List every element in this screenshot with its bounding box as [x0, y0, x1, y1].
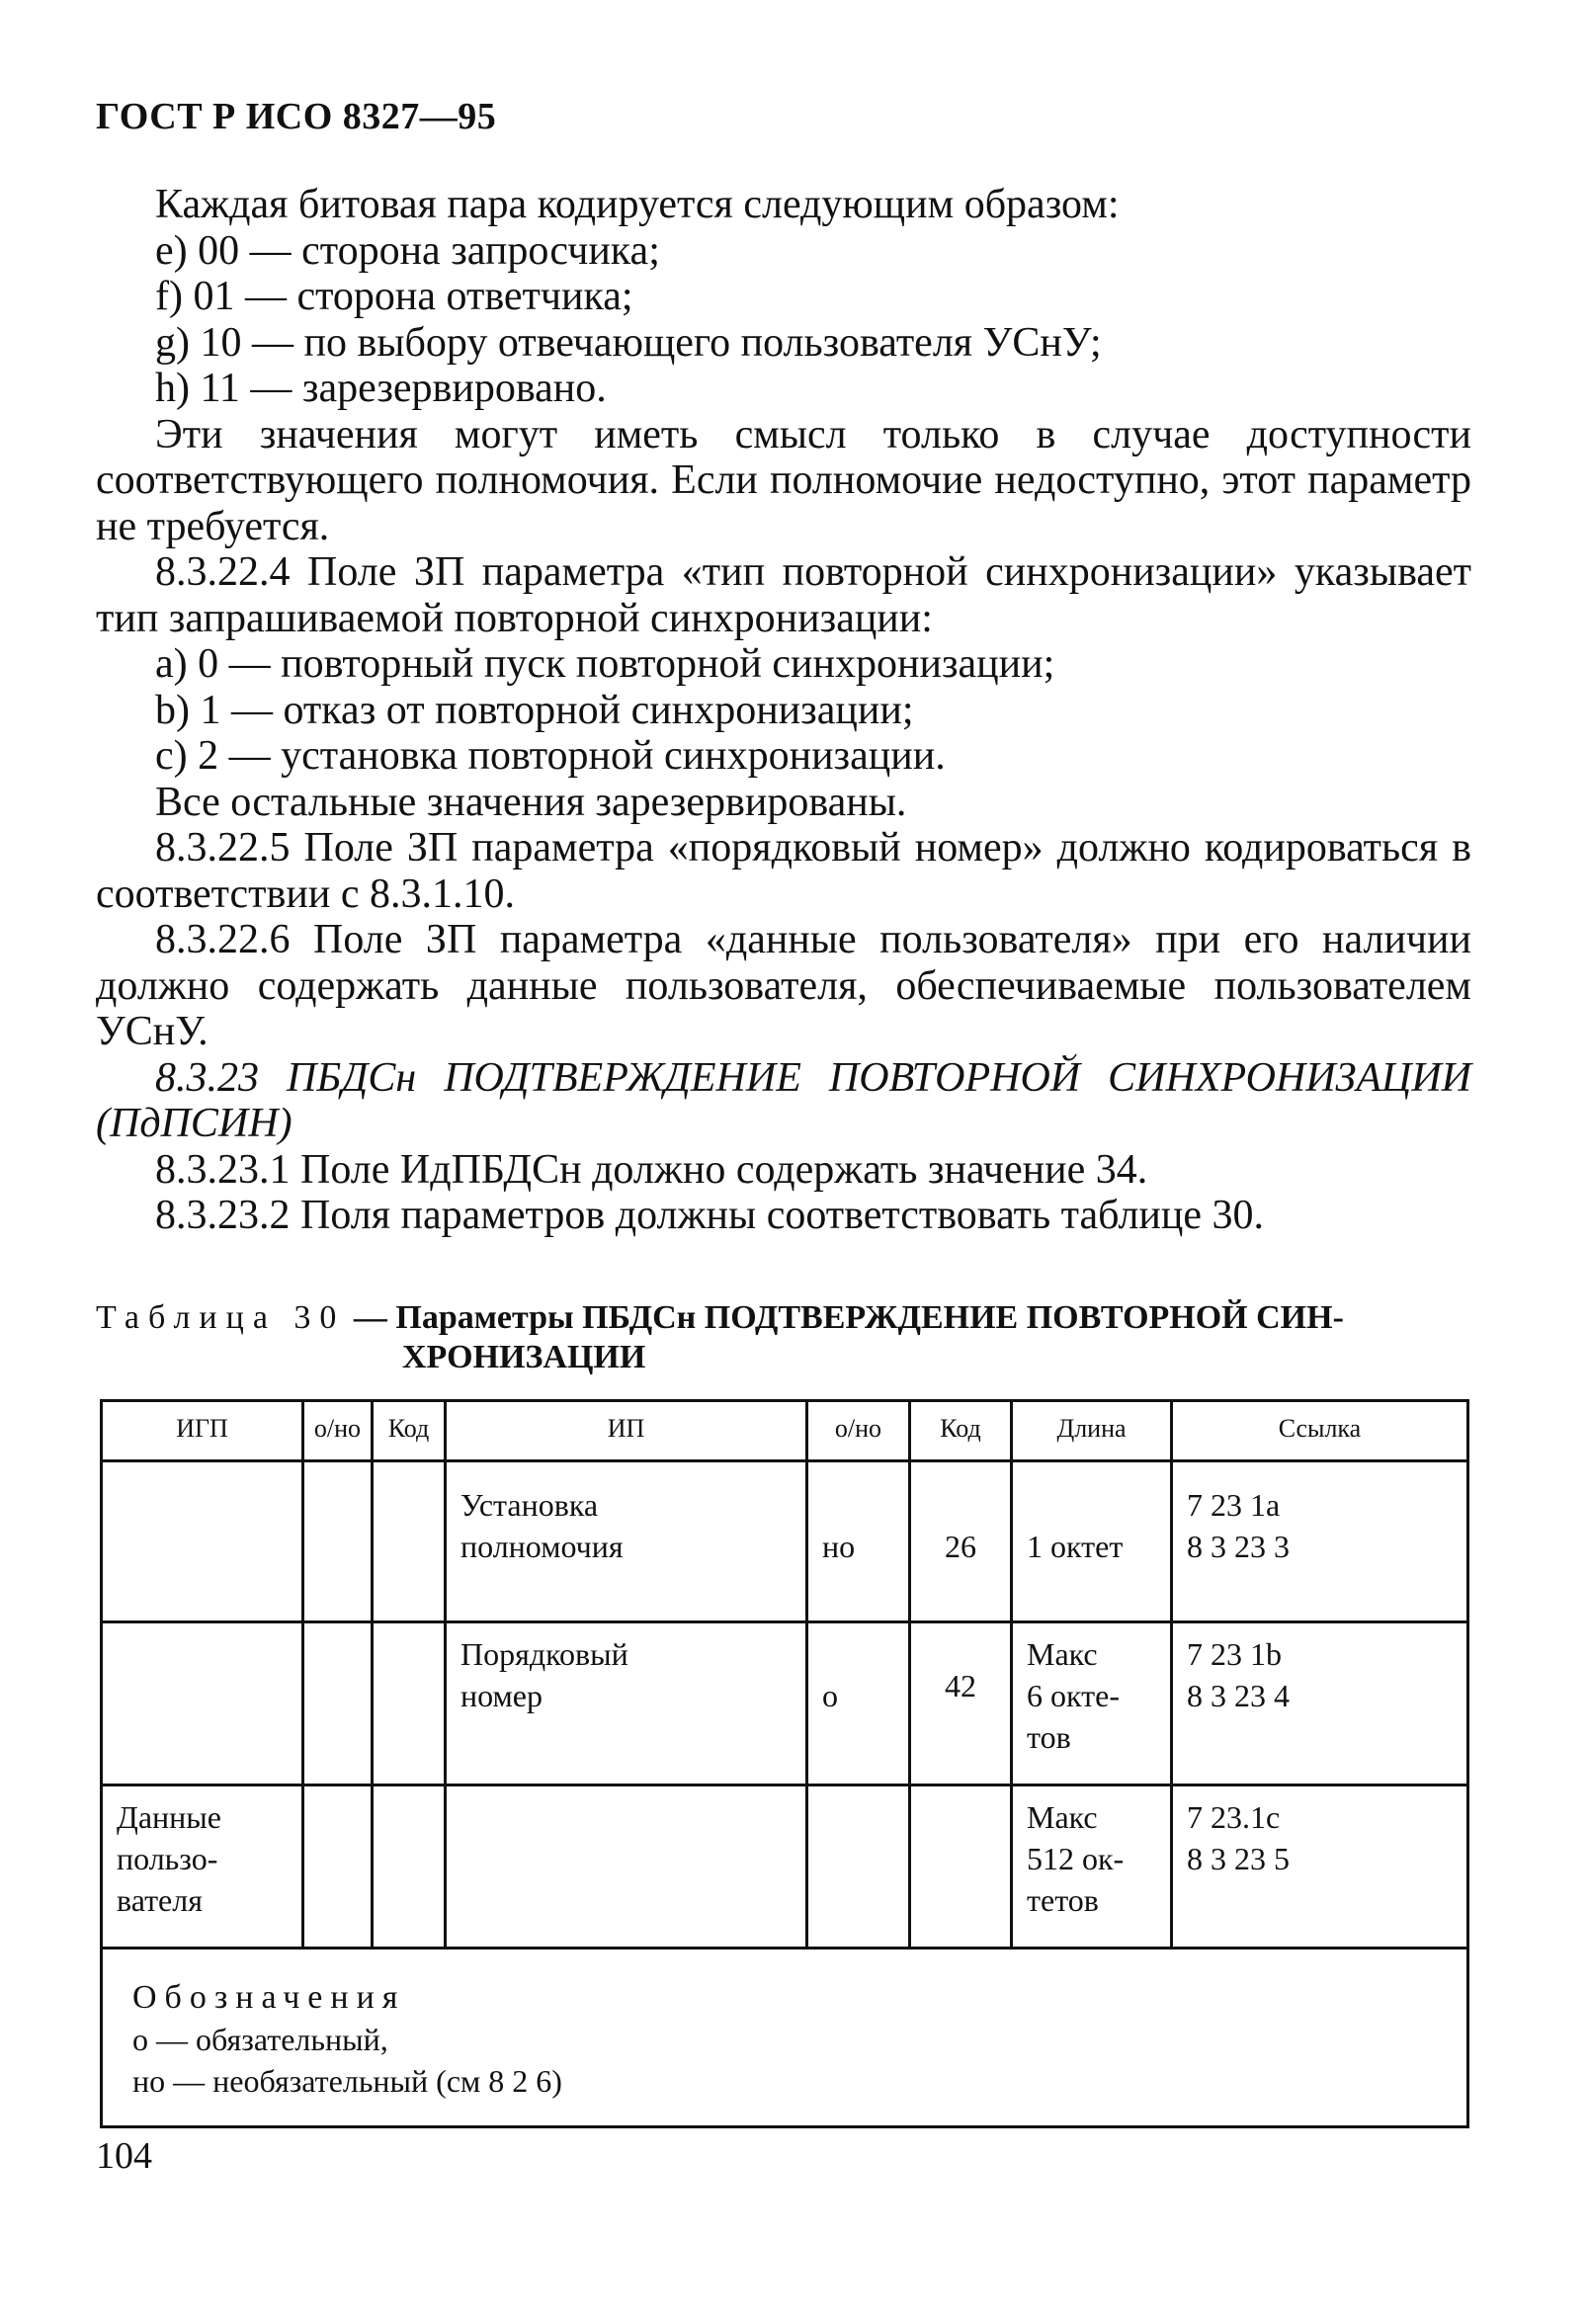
table-cell: [446, 1461, 807, 1622]
table-row: [102, 1461, 1468, 1622]
cell-line: но: [822, 1529, 856, 1564]
notes-line: о — обязательный,: [132, 2022, 388, 2057]
table-cell: [1012, 1622, 1172, 1785]
table-caption-title-continued: ХРОНИЗАЦИИ: [402, 1339, 646, 1375]
notes-line: но — необязательный (см 8 2 6): [132, 2063, 562, 2099]
list-item: g) 10 — по выбору отвечающего пользователя УСнУ;: [155, 319, 1102, 366]
notes-title: Обозначения: [132, 1979, 406, 2016]
cell-line: о: [822, 1678, 838, 1713]
list-item: c) 2 — установка повторной синхронизации.: [155, 733, 946, 779]
cell-line: тетов: [1027, 1882, 1099, 1918]
table-cell: [807, 1622, 910, 1785]
table-cell: [1012, 1461, 1172, 1622]
cell-line: 7 23 1a: [1187, 1487, 1281, 1523]
table-cell: [1172, 1785, 1468, 1949]
paragraph: 8.3.23.2 Поля параметров должны соответствовать таблице 30.: [155, 1193, 1265, 1238]
table-cell: [446, 1785, 807, 1949]
section-heading: 8.3.23 ПБДСн ПОДТВЕРЖДЕНИЕ ПОВТОРНОЙ СИНХРОНИЗАЦИИ (ПдПСИН): [96, 1054, 1471, 1146]
paragraph: Все остальные значения зарезервированы.: [155, 779, 907, 825]
table-header-row: [102, 1401, 1468, 1461]
paragraph: Эти значения могут иметь смысл только в случае доступности соответствующего полномочия. Если полномочие недоступно, этот параметр не требуется.: [96, 411, 1471, 549]
column-header: о/но: [303, 1401, 373, 1461]
document-header: ГОСТ Р ИСО 8327—95: [96, 96, 497, 137]
table-row: [102, 1622, 1468, 1785]
paragraph: 8.3.22.6 Поле ЗП параметра «данные пользователя» при его наличии должно содержать данные пользователя, обеспечиваемые пользователем УСнУ.: [96, 917, 1471, 1054]
column-header: Код: [373, 1401, 446, 1461]
table-cell: [910, 1461, 1012, 1622]
cell-line: номер: [460, 1678, 543, 1713]
list-item: a) 0 — повторный пуск повторной синхронизации;: [155, 641, 1055, 687]
parameters-table: [100, 1399, 1469, 2128]
column-header: Ссылка: [1172, 1401, 1468, 1461]
cell-line: 42: [945, 1668, 976, 1703]
table-cell: [303, 1461, 373, 1622]
table-notes: [102, 1949, 1468, 2127]
cell-line: 8 3 23 5: [1187, 1841, 1290, 1876]
paragraph: 8.3.23.1 Поле ИдПБДСн должно содержать значение 34.: [155, 1146, 1148, 1193]
cell-line: Макс: [1027, 1636, 1098, 1672]
table-cell: [102, 1785, 303, 1949]
cell-line: 26: [945, 1529, 976, 1564]
cell-line: вателя: [117, 1882, 203, 1918]
list-item: e) 00 — сторона запросчика;: [155, 227, 660, 274]
list-item: f) 01 — сторона ответчика;: [155, 274, 633, 319]
table-cell: [910, 1622, 1012, 1785]
table-cell: [1172, 1622, 1468, 1785]
cell-line: 6 окте-: [1027, 1678, 1120, 1713]
list-item: b) 1 — отказ от повторной синхронизации;: [155, 687, 914, 733]
cell-line: Данные: [117, 1799, 221, 1835]
table-row: [102, 1785, 1468, 1949]
page-number: 104: [96, 2135, 152, 2177]
paragraph: Каждая битовая пара кодируется следующим образом:: [155, 182, 1120, 227]
cell-line: 8 3 23 4: [1187, 1678, 1290, 1713]
cell-line: Порядковый: [460, 1636, 628, 1672]
table-cell: [373, 1785, 446, 1949]
table-caption-title: — Параметры ПБДСн ПОДТВЕРЖДЕНИЕ ПОВТОРНОЙ СИН-: [353, 1299, 1344, 1336]
cell-line: тов: [1027, 1719, 1071, 1755]
table-caption-label: Таблица 30: [96, 1299, 346, 1336]
table-cell: [910, 1785, 1012, 1949]
cell-line: пользо-: [117, 1841, 218, 1876]
table-cell: [446, 1622, 807, 1785]
column-header: о/но: [807, 1401, 910, 1461]
cell-line: 7 23.1c: [1187, 1799, 1281, 1835]
table-cell: [807, 1785, 910, 1949]
table-cell: [102, 1461, 303, 1622]
table-cell: [1172, 1461, 1468, 1622]
cell-line: 512 ок-: [1027, 1841, 1125, 1876]
column-header: ИГП: [102, 1401, 303, 1461]
column-header: ИП: [446, 1401, 807, 1461]
column-header: Код: [910, 1401, 1012, 1461]
paragraph: 8.3.22.5 Поле ЗП параметра «порядковый номер» должно кодироваться в соответствии с 8.3.1.10.: [96, 825, 1471, 917]
table-cell: [807, 1461, 910, 1622]
paragraph: 8.3.22.4 Поле ЗП параметра «тип повторной синхронизации» указывает тип запрашиваемой повторной синхронизации:: [96, 549, 1471, 641]
cell-line: полномочия: [460, 1529, 624, 1564]
cell-line: Установка: [460, 1487, 599, 1523]
table-caption: [96, 1298, 1471, 1377]
column-header: Длина: [1012, 1401, 1172, 1461]
cell-line: Макс: [1027, 1799, 1098, 1835]
table-cell: [1012, 1785, 1172, 1949]
body-text: [96, 182, 1471, 1239]
cell-line: 7 23 1b: [1187, 1636, 1282, 1672]
cell-line: 1 октет: [1027, 1529, 1124, 1564]
cell-line: 8 3 23 3: [1187, 1529, 1290, 1564]
table-cell: [303, 1622, 373, 1785]
table-cell: [102, 1622, 303, 1785]
list-item: h) 11 — зарезервировано.: [155, 366, 607, 411]
table-cell: [373, 1461, 446, 1622]
table-notes-row: [102, 1949, 1468, 2127]
table-cell: [373, 1622, 446, 1785]
table-cell: [303, 1785, 373, 1949]
